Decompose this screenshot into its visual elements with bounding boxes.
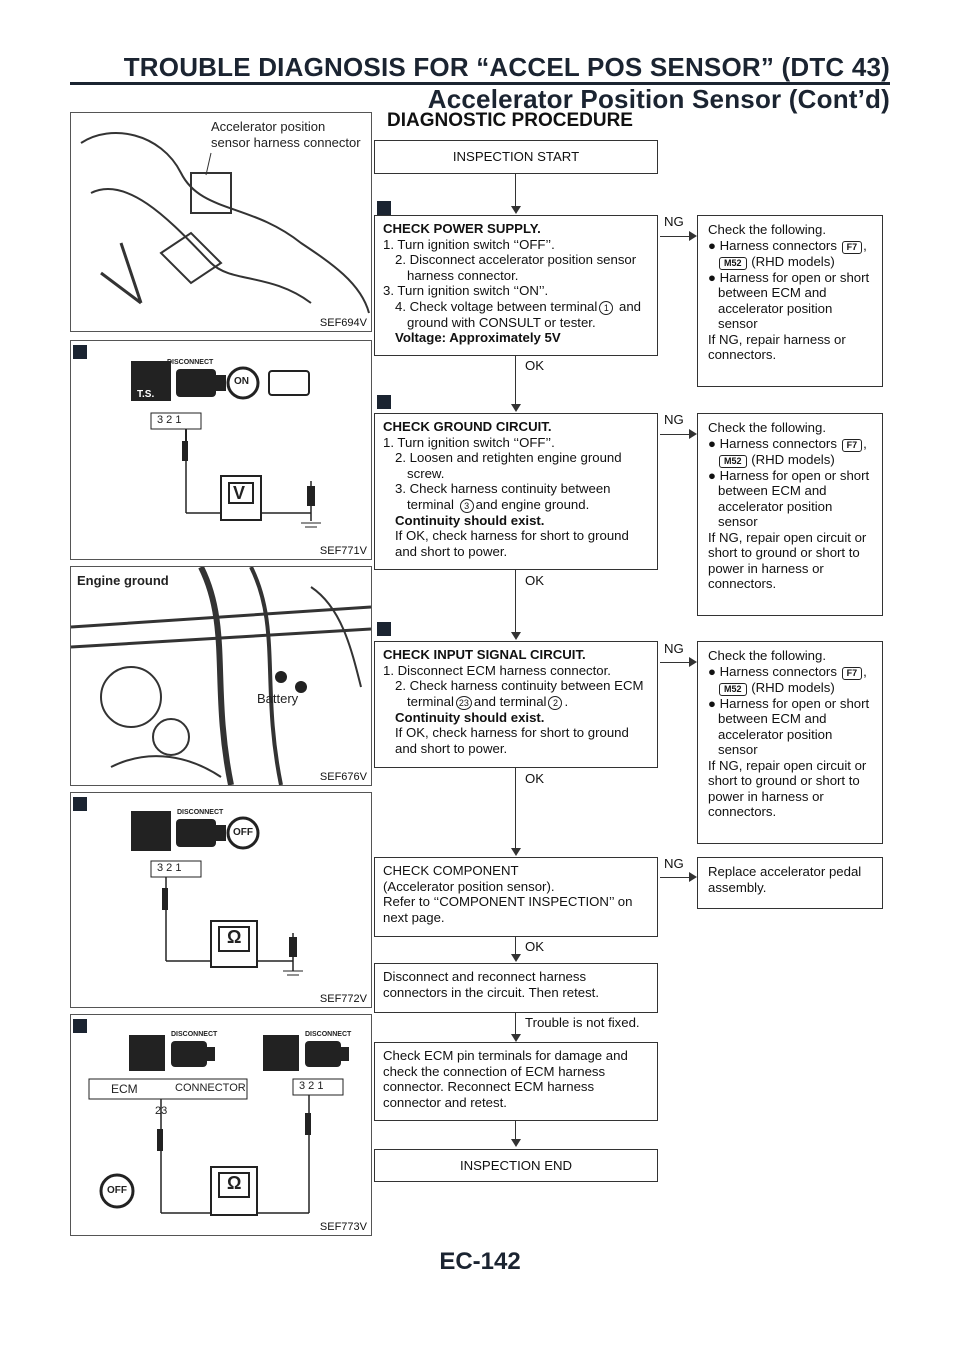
disconnect-label: DISCONNECT xyxy=(171,1031,218,1038)
ecm-label: ECM xyxy=(111,1082,138,1096)
pin-numbers: 3 2 1 xyxy=(157,414,182,426)
section-tab-icon xyxy=(73,797,87,811)
pin-number: 23 xyxy=(155,1105,168,1117)
step-title: CHECK POWER SUPPLY. xyxy=(383,221,541,236)
step-tab-a-icon xyxy=(377,201,391,215)
terminal-2-icon: 2 xyxy=(548,696,562,710)
terminal-3-icon: 3 xyxy=(460,499,474,513)
result-bullet: ● Harness for open or short between ECM and accelerator position sensor xyxy=(708,467,870,529)
connector-f7-icon: F7 xyxy=(842,241,863,254)
connector-m52-icon: M52 xyxy=(719,683,747,696)
step-tab-c-icon xyxy=(377,622,391,636)
trouble-not-fixed-label: Trouble is not fixed. xyxy=(525,1015,640,1030)
inspection-start-box: INSPECTION START xyxy=(374,140,658,174)
step-line: CHECK COMPONENT xyxy=(383,863,519,878)
ng-result-box-4: Replace accelerator pedal assembly. xyxy=(697,857,883,909)
ng-connector xyxy=(660,236,690,237)
section-subheader: Accelerator Position Sensor (Cont’d) xyxy=(427,84,890,114)
flow-arrow-icon xyxy=(511,1034,521,1042)
result-line: If NG, repair open circuit or short to ground or short to power in harness or connectors. xyxy=(708,757,867,819)
ok-label: OK xyxy=(525,573,545,588)
step-line: If OK, check harness for short to ground and short to power. xyxy=(395,528,629,559)
section-tab-icon xyxy=(73,1019,87,1033)
page-number: EC-142 xyxy=(439,1248,521,1275)
connector-f7-icon: F7 xyxy=(842,667,863,680)
disconnect-label: DISCONNECT xyxy=(305,1031,352,1038)
ng-arrow-icon xyxy=(689,231,697,241)
ng-connector xyxy=(660,434,690,435)
ng-connector xyxy=(660,662,690,663)
figure-code: SEF772V xyxy=(319,993,367,1005)
ok-label: OK xyxy=(525,939,545,954)
step-power-supply-box xyxy=(374,215,658,356)
ng-label: NG xyxy=(664,214,684,229)
result-bullet: ● Harness connectors F7 , M52 (RHD models) xyxy=(708,237,867,269)
terminal-23-icon: 23 xyxy=(456,696,472,710)
ignition-off-label: OFF xyxy=(233,827,253,838)
ng-label: NG xyxy=(664,641,684,656)
svg-text:T.S.: T.S. xyxy=(137,389,155,400)
step-check-component-box xyxy=(374,857,658,937)
result-line: If NG, repair open circuit or short to ground or short to power in harness or connectors. xyxy=(708,529,867,591)
result-bullet: ● Harness for open or short between ECM and accelerator position sensor xyxy=(708,695,870,757)
ng-arrow-icon xyxy=(689,872,697,882)
figure-ground-continuity xyxy=(70,792,372,1008)
figure-code: SEF771V xyxy=(319,545,367,557)
ok-label: OK xyxy=(525,771,545,786)
figure-voltage-check xyxy=(70,340,372,560)
step-line: 1. Turn ignition switch ‘‘OFF’’. xyxy=(383,236,555,252)
terminal-1-icon: 1 xyxy=(599,301,613,315)
ng-arrow-icon xyxy=(689,657,697,667)
ng-arrow-icon xyxy=(689,429,697,439)
disconnect-label: DISCONNECT xyxy=(177,809,224,816)
flow-connector xyxy=(515,768,516,851)
step-spec: Continuity should exist. xyxy=(395,512,545,528)
flow-connector xyxy=(515,174,516,210)
step-title: CHECK GROUND CIRCUIT. xyxy=(383,419,552,434)
step-tab-b-icon xyxy=(377,395,391,409)
figure-code: SEF773V xyxy=(319,1221,367,1233)
ohmmeter-icon: Ω xyxy=(227,1173,242,1193)
ok-label: OK xyxy=(525,358,545,373)
flow-connector xyxy=(515,570,516,635)
flow-arrow-icon xyxy=(511,632,521,640)
step-reconnect-box: Disconnect and reconnect harness connectors in the circuit. Then retest. xyxy=(374,963,658,1013)
ignition-off-label: OFF xyxy=(107,1185,127,1196)
ng-result-box-2 xyxy=(697,413,883,616)
engine-ground-illustration xyxy=(71,567,371,785)
step-line: 1. Turn ignition switch ‘‘OFF’’. xyxy=(383,434,555,450)
result-bullet: ● Harness for open or short between ECM and accelerator position sensor xyxy=(708,269,870,331)
figure-code: SEF694V xyxy=(319,317,367,329)
ng-label: NG xyxy=(664,412,684,427)
ohmmeter-icon: Ω xyxy=(227,927,242,947)
flow-arrow-icon xyxy=(511,1139,521,1147)
step-line: (Accelerator position sensor). xyxy=(383,878,555,894)
result-line: Check the following. xyxy=(708,222,827,237)
pin-numbers: 3 2 1 xyxy=(299,1080,324,1092)
connector-m52-icon: M52 xyxy=(719,455,747,468)
connector-label: CONNECTOR xyxy=(175,1082,246,1094)
disconnect-label: DISCONNECT xyxy=(167,359,214,366)
step-line: 2. Check harness continuity between ECM terminal 23 and terminal 2 . xyxy=(395,678,644,709)
step-spec: Voltage: Approximately 5V xyxy=(395,330,561,345)
step-spec: Continuity should exist. xyxy=(395,709,545,725)
result-bullet: ● Harness connectors F7 , M52 (RHD models) xyxy=(708,663,867,695)
figure-label: Battery xyxy=(257,691,299,706)
section-header: TROUBLE DIAGNOSIS FOR “ACCEL POS SENSOR” (DTC 43) xyxy=(123,52,890,82)
flow-arrow-icon xyxy=(511,954,521,962)
step-line: 3. Turn ignition switch ‘‘ON’’. xyxy=(383,283,549,298)
procedure-title: DIAGNOSTIC PROCEDURE xyxy=(387,110,633,131)
figure-signal-continuity xyxy=(70,1014,372,1236)
flow-arrow-icon xyxy=(511,404,521,412)
flow-connector xyxy=(515,356,516,408)
step-line: 4. Check voltage between terminal 1 and ground with CONSULT or tester. xyxy=(395,298,642,330)
voltage-check-diagram xyxy=(71,341,371,559)
flow-arrow-icon xyxy=(511,848,521,856)
result-line: If NG, repair harness or connectors. xyxy=(708,331,846,362)
ignition-on-label: ON xyxy=(234,376,249,387)
figure-connector-photo xyxy=(70,112,372,332)
step-ecm-pin-check-box: Check ECM pin terminals for damage and check the connection of ECM harness connector. Reconnect ECM harness connector and retest. xyxy=(374,1042,658,1121)
ng-result-box-3 xyxy=(697,641,883,844)
step-line: If OK, check harness for short to ground and short to power. xyxy=(395,725,629,756)
result-line: Check the following. xyxy=(708,648,827,663)
step-line: 2. Disconnect accelerator position sensor harness connector. xyxy=(395,252,637,283)
connector-m52-icon: M52 xyxy=(719,257,747,270)
step-line: Refer to ‘‘COMPONENT INSPECTION’’ on next page. xyxy=(383,894,633,925)
step-line: 1. Disconnect ECM harness connector. xyxy=(383,662,611,678)
result-bullet: ● Harness connectors F7 , M52 (RHD models) xyxy=(708,435,867,467)
result-line: Check the following. xyxy=(708,420,827,435)
figure-label: Engine ground xyxy=(77,573,169,588)
figure-label: Accelerator position xyxy=(211,119,326,134)
figure-code: SEF676V xyxy=(319,771,367,783)
step-ground-circuit-box xyxy=(374,413,658,570)
step-line: 2. Loosen and retighten engine ground screw. xyxy=(395,450,622,481)
figure-label: sensor harness connector xyxy=(211,135,361,150)
pin-numbers: 3 2 1 xyxy=(157,862,182,874)
step-input-signal-box xyxy=(374,641,658,768)
flow-arrow-icon xyxy=(511,206,521,214)
ground-continuity-diagram xyxy=(71,793,371,1007)
inspection-end-box: INSPECTION END xyxy=(374,1149,658,1182)
step-line: 3. Check harness continuity between terminal 3 and engine ground. xyxy=(395,481,611,512)
ng-connector xyxy=(660,877,690,878)
signal-continuity-diagram xyxy=(71,1015,371,1235)
voltmeter-icon: V xyxy=(233,483,246,503)
section-tab-icon xyxy=(73,345,87,359)
connector-f7-icon: F7 xyxy=(842,439,863,452)
figure-engine-ground-photo xyxy=(70,566,372,786)
ng-label: NG xyxy=(664,856,684,871)
ng-result-box-1 xyxy=(697,215,883,387)
step-title: CHECK INPUT SIGNAL CIRCUIT. xyxy=(383,647,586,662)
